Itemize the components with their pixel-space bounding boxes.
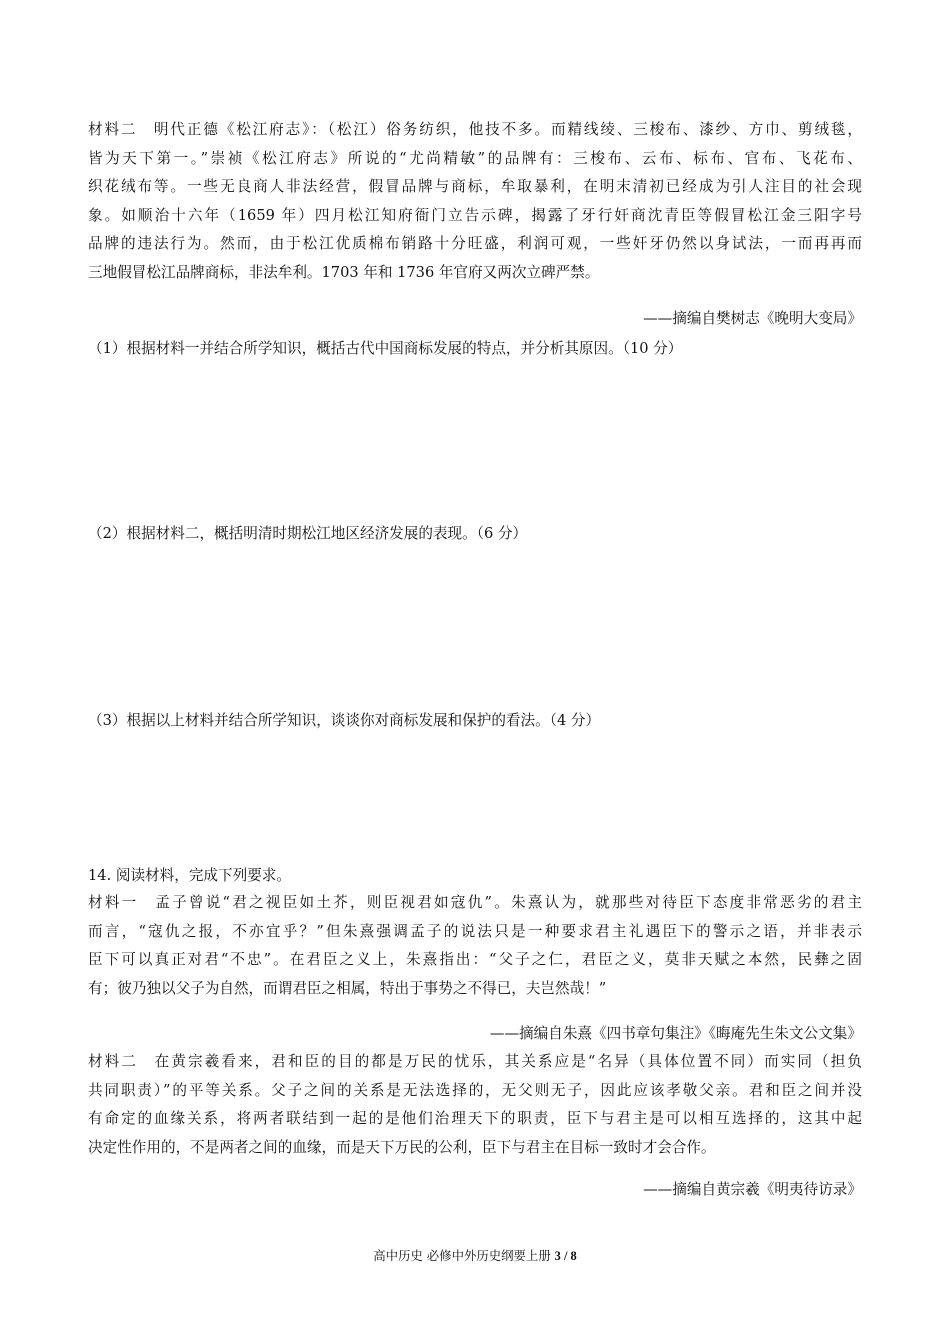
paragraph-line: 三地假冒松江品牌商标，非法牟利。1703 年和 1736 年官府又两次立碑严禁。: [88, 263, 600, 281]
material-two-b-source: ——摘编自黄宗羲《明夷待访录》: [643, 1181, 862, 1198]
question-2: （2）根据材料二，概括明清时期松江地区经济发展的表现。（6 分）: [88, 525, 528, 542]
paragraph-line: 材料二 明代正德《松江府志》：（松江）俗务纺织，他技不多。而精线绫、三梭布、漆纱、方巾、剪绒毯，: [88, 121, 862, 138]
material-two-b-paragraph: [88, 1048, 862, 1162]
paragraph-line: 决定性作用的，不是两者之间的血缘，而是天下万民的公利，臣下与君主在目标一致时才会合作。: [88, 1138, 716, 1156]
paragraph-line: 有命定的血缘关系，将两者联结到一起的是他们治理天下的职责，臣下与君主是可以相互选择的，这其中起: [88, 1110, 862, 1128]
material-two-source: ——摘编自樊树志《晚明大变局》: [643, 310, 862, 327]
footer-label: 高中历史 必修中外历史纲要上册: [373, 1248, 555, 1263]
page-separator: /: [560, 1249, 571, 1263]
paragraph-line: 臣下可以真正对君“不忠”。在君臣之义上，朱熹指出：“父子之仁，君臣之义，莫非天赋之本然，民彝之固: [88, 951, 862, 969]
paragraph-line: 品牌的违法行为。然而，由于松江优质棉布销路十分旺盛，利润可观，一些奸牙仍然以身试法，一而再再而: [88, 235, 862, 253]
page-number: 3: [554, 1249, 561, 1263]
question-3: （3）根据以上材料并结合所学知识，谈谈你对商标发展和保护的看法。（4 分）: [88, 712, 601, 729]
paragraph-line: 织花绒布等。一些无良商人非法经营，假冒品牌与商标，牟取暴利，在明末清初已经成为引人注目的社会现: [88, 178, 862, 196]
question-14-title: 14. 阅读材料，完成下列要求。: [88, 867, 291, 884]
paragraph-line: 象。如顺治十六年（1659 年）四月松江知府衙门立告示碑，揭露了牙行奸商沈青臣等假冒松江金三阳字号: [88, 206, 862, 224]
paragraph-line: 共同职责）”的平等关系。父子之间的关系是无法选择的，无父则无子，因此应该孝敬父亲。君和臣之间并没: [88, 1081, 862, 1099]
paragraph-line: 皆为天下第一。”崇祯《松江府志》所说的“尤尚精敏”的品牌有：三梭布、云布、标布、官布、飞花布、: [88, 149, 862, 167]
material-two-paragraph: [88, 116, 862, 288]
material-one-paragraph: [88, 889, 862, 1003]
material-one-source: ——摘编自朱熹《四书章句集注》《晦庵先生朱文公文集》: [489, 1025, 862, 1042]
page-total: 8: [570, 1249, 577, 1263]
question-1: （1）根据材料一并结合所学知识，概括古代中国商标发展的特点，并分析其原因。（10 分）: [88, 340, 683, 357]
page-footer: [0, 1246, 950, 1266]
paragraph-line: 有；彼乃独以父子为自然，而谓君臣之相属，特出于事势之不得已，夫岂然哉！”: [88, 979, 607, 997]
paragraph-line: 材料一 孟子曾说“君之视臣如土芥，则臣视君如寇仇”。朱熹认为，就那些对待臣下态度非常恶劣的君主: [88, 894, 862, 911]
paragraph-line: 而言，“寇仇之报，不亦宜乎？”但朱熹强调孟子的说法只是一种要求君主礼遇臣下的警示之语，并非表示: [88, 922, 862, 940]
paragraph-line: 材料二 在黄宗羲看来，君和臣的目的都是万民的忧乐，其关系应是“名异（具体位置不同）而实同（担负: [88, 1053, 862, 1070]
